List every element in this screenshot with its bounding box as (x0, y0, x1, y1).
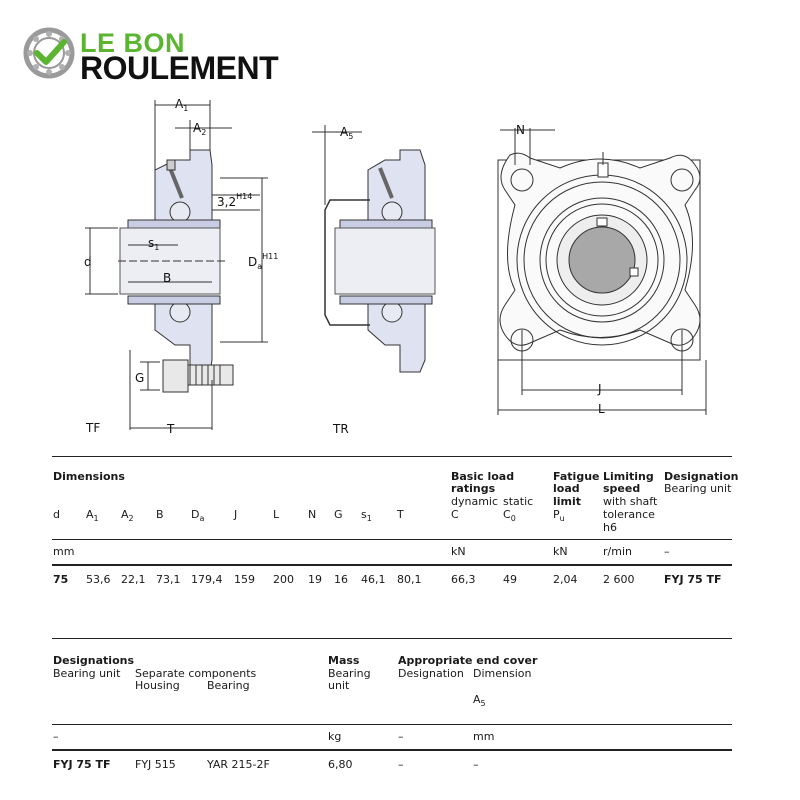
dimensions-title: Dimensions (53, 470, 125, 483)
cell-speed: 2 600 (603, 573, 635, 586)
label-N: N (516, 123, 525, 137)
label-L: L (598, 402, 605, 416)
col-header: J (234, 508, 238, 521)
cell-Pu: 2,04 (553, 573, 578, 586)
label-B: B (163, 271, 172, 285)
rule (52, 638, 732, 639)
end-cover-dimension: Dimension (473, 667, 532, 680)
mass-title: Mass (328, 654, 360, 667)
label-d: d (84, 255, 92, 269)
table-cell: 53,6 (86, 573, 111, 586)
limiting-title-5: h6 (603, 521, 617, 534)
row-ec-designation: – (398, 758, 404, 771)
label-TF: TF (86, 421, 101, 435)
fatigue-title-1: Fatigue (553, 470, 600, 483)
rule-thick (52, 564, 732, 566)
unit-dash-2: – (398, 730, 404, 743)
col-header: $s_1$ (361, 508, 372, 524)
table-cell: 159 (234, 573, 255, 586)
rule (52, 539, 732, 540)
separate-components-label: Separate components (135, 667, 257, 680)
label-A5: $A_5$ (340, 125, 354, 141)
limiting-title-4: tolerance (603, 508, 655, 521)
basic-load-title-2: ratings (451, 482, 496, 495)
rule-thick (52, 749, 732, 751)
brand-line2: ROULEMENT (80, 50, 279, 86)
label-G: G (135, 371, 145, 385)
unit-dash-1: – (53, 730, 59, 743)
end-cover-designation: Designation (398, 667, 464, 680)
limiting-title-2: speed (603, 482, 641, 495)
mass-sub-1: Bearing (328, 667, 371, 680)
unit-mm: mm (53, 545, 75, 558)
row-housing: FYJ 515 (135, 758, 176, 771)
table-cell: 19 (308, 573, 322, 586)
housing-label: Housing (135, 679, 180, 692)
table-cell: 75 (53, 573, 69, 586)
brand-line1: LE BON (80, 28, 186, 58)
brand-logo (22, 26, 302, 86)
static-label: static (503, 495, 534, 508)
table-cell: 200 (273, 573, 294, 586)
end-cover-title: Appropriate end cover (398, 654, 538, 667)
label-3-2: $3,2^{H14}$ (217, 192, 253, 209)
table-cell: 80,1 (397, 573, 422, 586)
mass-sub-2: unit (328, 679, 350, 692)
row-mass: 6,80 (328, 758, 353, 771)
fatigue-title-3: limit (553, 495, 582, 508)
unit-kN-1: kN (451, 545, 466, 558)
col-header: T (397, 508, 404, 521)
unit-kg: kg (328, 730, 342, 743)
label-A1: $A_1$ (175, 97, 189, 113)
end-cover-A5: $A_5$ (473, 693, 486, 709)
row-unit: FYJ 75 TF (53, 758, 111, 771)
col-header: L (273, 508, 280, 521)
row-bearing: YAR 215-2F (207, 758, 270, 771)
unit-rmin: r/min (603, 545, 632, 558)
label-A2: $A_2$ (193, 121, 207, 137)
designations-title: Designations (53, 654, 135, 667)
unit-mm-2: mm (473, 730, 495, 743)
label-s1: $s_1$ (148, 236, 160, 252)
label-T: T (167, 422, 175, 436)
label-Da: $D_a^{H11}$ (248, 252, 279, 271)
label-TR: TR (333, 422, 349, 436)
basic-load-title-1: Basic load (451, 470, 515, 483)
col-header: d (53, 508, 60, 521)
col-header: B (156, 508, 164, 521)
designation-title: Designation (664, 470, 739, 483)
limiting-title-3: with shaft (603, 495, 658, 508)
table-cell: 22,1 (121, 573, 146, 586)
cell-designation: FYJ 75 TF (664, 573, 722, 586)
limiting-title-1: Limiting (603, 470, 654, 483)
cell-C: 66,3 (451, 573, 476, 586)
unit-dash: – (664, 545, 670, 558)
col-header: $D_a$ (191, 508, 205, 524)
designation-subtitle: Bearing unit (664, 482, 732, 495)
C0-label: $C_0$ (503, 508, 516, 524)
fatigue-title-2: load (553, 482, 580, 495)
table-cell: 179,4 (191, 573, 223, 586)
bearing-unit-label: Bearing unit (53, 667, 121, 680)
col-header: $A_2$ (121, 508, 134, 524)
table-cell: 16 (334, 573, 348, 586)
col-header: G (334, 508, 343, 521)
rule (52, 456, 732, 457)
dynamic-label: dynamic (451, 495, 499, 508)
col-header: $A_1$ (86, 508, 99, 524)
Pu-label: $P_u$ (553, 508, 565, 524)
cell-C0: 49 (503, 573, 517, 586)
table-cell: 46,1 (361, 573, 386, 586)
unit-kN-2: kN (553, 545, 568, 558)
rule (52, 724, 732, 725)
row-ec-dimension: – (473, 758, 479, 771)
check-bearing-icon (22, 26, 76, 80)
technical-drawing (0, 90, 800, 445)
C-label: C (451, 508, 459, 521)
table-cell: 73,1 (156, 573, 181, 586)
col-header: N (308, 508, 317, 521)
bearing-label: Bearing (207, 679, 250, 692)
label-J: J (598, 382, 602, 396)
